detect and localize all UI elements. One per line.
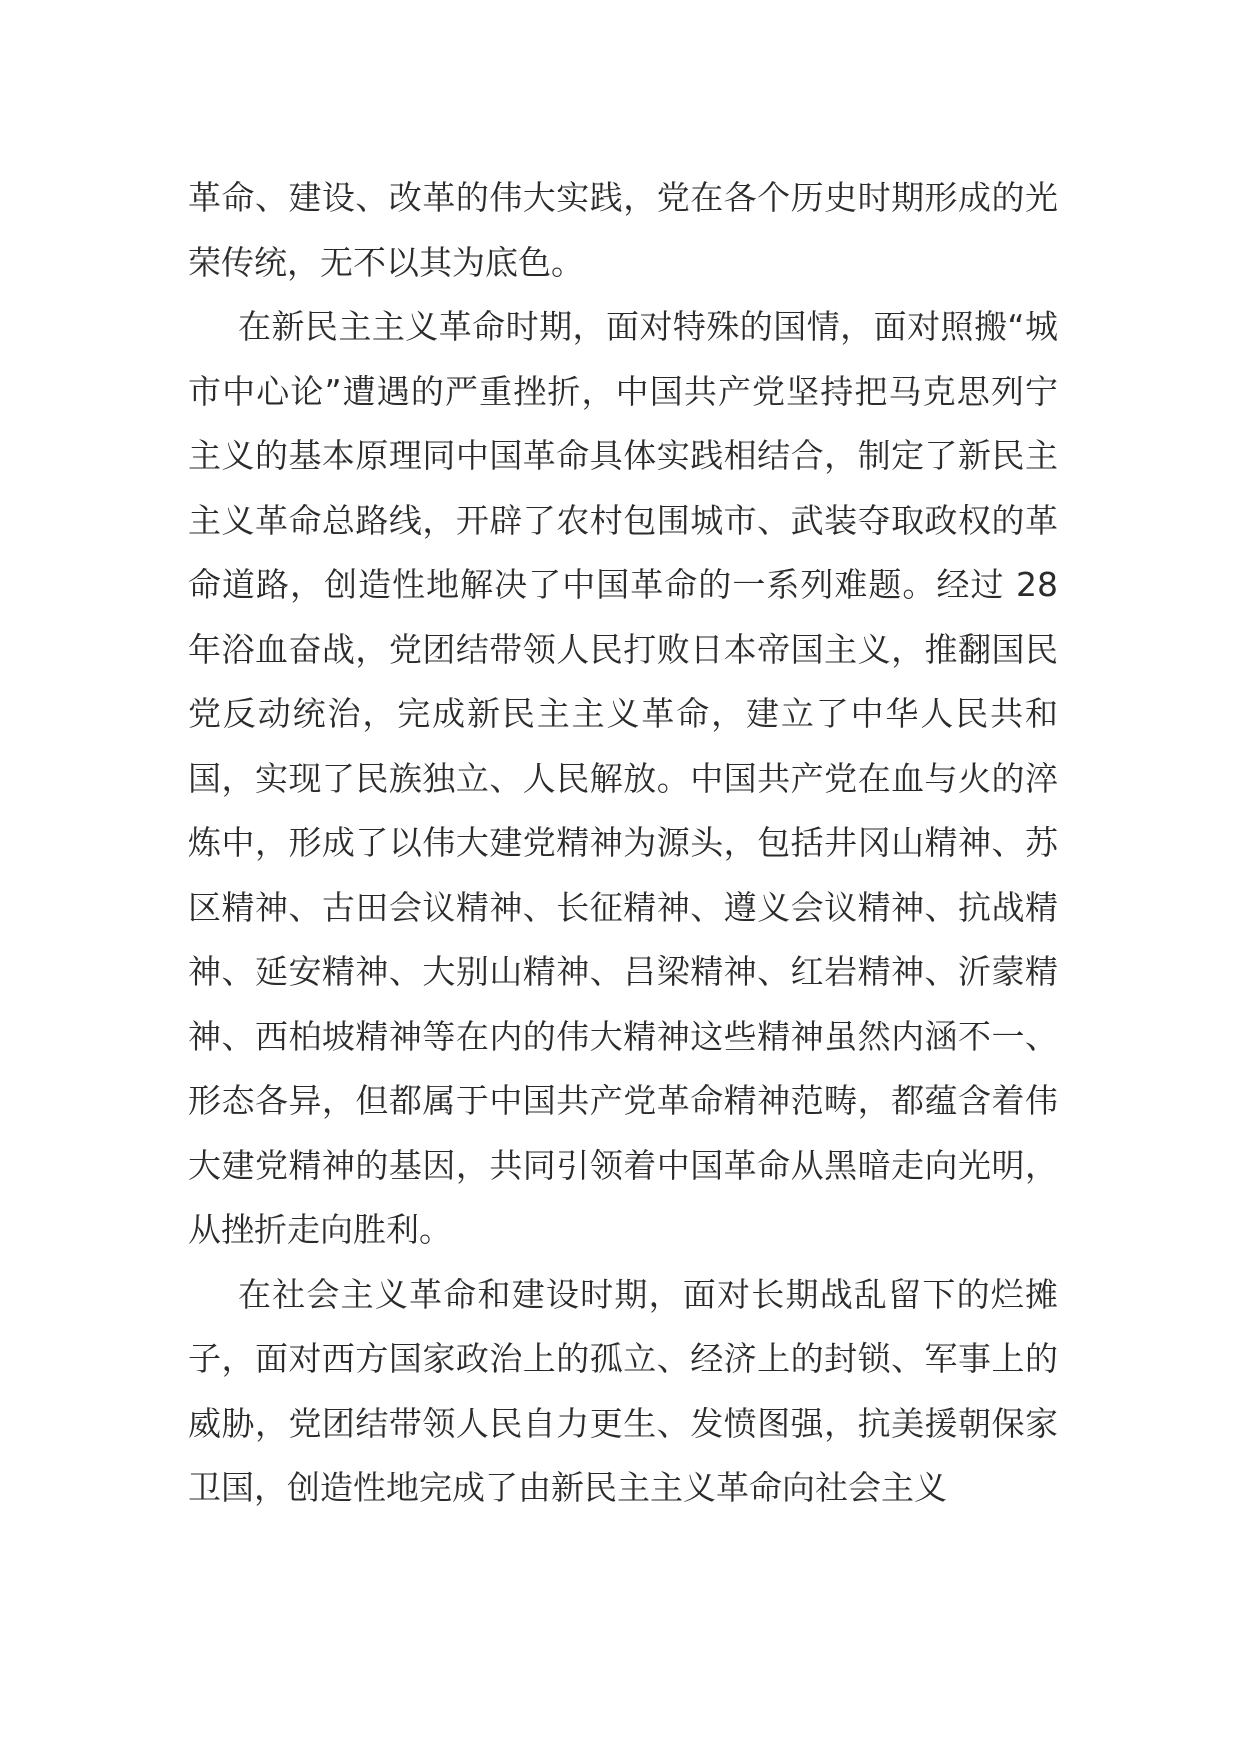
paragraph-socialist-revolution: 在社会主义革命和建设时期，面对长期战乱留下的烂摊子，面对西方国家政治上的孤立、经济上的封锁、军事上的威胁，党团结带领人民自力更生、发愤图强，抗美援朝保家卫国，创造性地完成了由新民主主义革命向社会主义: [188, 1274, 1058, 1507]
document-body: [188, 166, 1058, 1521]
paragraph-new-democratic-revolution: 在新民主主义革命时期，面对特殊的国情，面对照搬“城市中心论”遭遇的严重挫折，中国共产党坚持把马克思列宁主义的基本原理同中国革命具体实践相结合，制定了新民主主义革命总路线，开辟了农村包围城市、武装夺取政权的革命道路，创造性地解决了中国革命的一系列难题。经过 28 年浴血奋战，党团结带领人民打败日本帝国主义，推翻国民党反动统治，完成新民主主义革命，建立了中华人民共和国，实现了民族独立、人民解放。中国共产党在血与火的淬炼中，形成了以伟大建党精神为源头，包括井冈山精神、苏区精神、古田会议精神、长征精神、遵义会议精神、抗战精神、延安精神、大别山精神、吕梁精神、红岩精神、沂蒙精神、西柏坡精神等在内的伟大精神这些精神虽然内涵不一、形态各异，但都属于中国共产党革命精神范畴，都蕴含着伟大建党精神的基因，共同引领着中国革命从黑暗走向光明，从挫折走向胜利。: [188, 307, 1058, 1249]
paragraph-continuation: 革命、建设、改革的伟大实践，党在各个历史时期形成的光荣传统，无不以其为底色。: [188, 178, 1058, 282]
